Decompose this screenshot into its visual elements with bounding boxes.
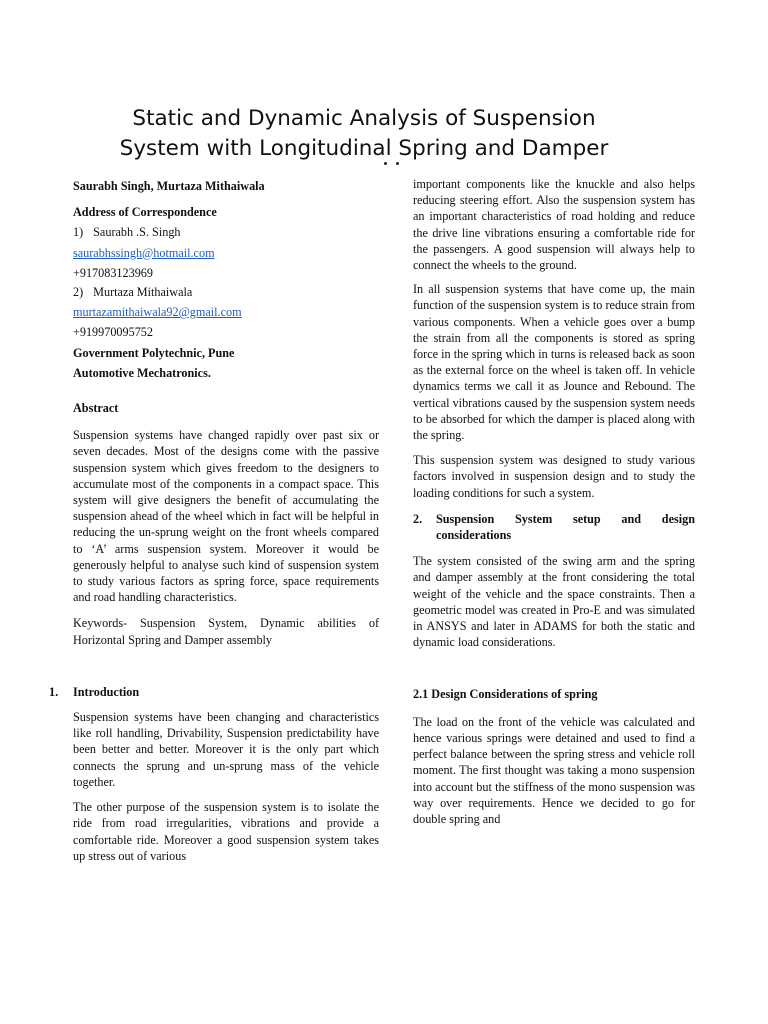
section-2-heading-text: Suspension System setup and design considerations: [436, 511, 695, 543]
title-line-2: System with Longitudinal Spring and Damper: [119, 136, 609, 161]
paper-title: [60, 104, 668, 164]
keywords: Keywords- Suspension System, Dynamic abilities of Horizontal Spring and Damper assembly: [73, 616, 379, 647]
abstract-heading: Abstract: [73, 401, 119, 416]
address-heading: Address of Correspondence: [73, 205, 217, 220]
intro-paragraph-1: Suspension systems have been changing and characteristics like roll handling, Drivability, Suspension predictability have been better and better. Moreover it is the only part which connects the sprung and un-sprung mass of the vehicle together.: [73, 710, 379, 789]
section-2-number: 2.: [413, 511, 423, 526]
contact-2-name: [73, 284, 379, 300]
institution: Government Polytechnic, Pune: [73, 345, 235, 360]
contact-1-name: [73, 224, 379, 240]
authors: Saurabh Singh, Murtaza Mithaiwala: [73, 179, 265, 193]
section-2-heading: [413, 511, 695, 543]
title-line-1: Static and Dynamic Analysis of Suspension: [132, 106, 596, 131]
contact-1-name-text: Saurabh .S. Singh: [93, 225, 181, 240]
abstract-text: Suspension systems have changed rapidly over past six or seven decades. Most of the designs come with the passive suspension system which gives freedom to the designers to accumulate most of the components in a compact space. This system will give designers the benefit of accumulating the suspension ahead of the wheel which in fact will be helpful in reducing the un-sprung weight on the front wheels compared to ‘A’ arms suspension system. Moreover it would be generously helpful to analyse such kind of suspension system to study various factors as spring force, space requirements and road handling characteristics.: [73, 428, 379, 605]
contact-1-phone: +917083123969: [73, 265, 153, 280]
intro-number: 1.: [49, 684, 59, 699]
contact-2-number: 2): [73, 285, 84, 300]
right-paragraph-4: The system consisted of the swing arm and the spring and damper assembly at the front considering the total weight of the vehicle and the space constraints. Then a geometric model was created in Pro-E and was simulated in ANSYS and later in ADAMS for both the static and dynamic load considerations.: [413, 554, 695, 650]
department: Automotive Mechatronics.: [73, 365, 211, 380]
left-column: [49, 178, 379, 864]
right-paragraph-1: important components like the knuckle and also helps reducing steering effort. Also the suspension system has an important characteristics of road holding and reduce the drive line vibrations ensuring a comfortable ride for the passengers. A good suspension will always help to connect the wheels to the ground.: [413, 177, 695, 273]
contact-1-number: 1): [73, 225, 84, 240]
contact-1-email-link[interactable]: saurabhssingh@hotmail.com: [73, 245, 215, 260]
intro-heading-text: Introduction: [73, 684, 140, 699]
contact-2-name-text: Murtaza Mithaiwala: [93, 285, 193, 300]
right-paragraph-3: This suspension system was designed to study various factors involved in suspension design and to study the loading conditions for such a system.: [413, 453, 695, 500]
contact-2-email-link[interactable]: murtazamithaiwala92@gmail.com: [73, 305, 242, 320]
right-column: [413, 176, 695, 827]
intro-paragraph-2: The other purpose of the suspension system is to isolate the ride from road irregularities, vibrations and provide a comfortable ride. Moreover a good suspension system takes up stress out of various: [73, 800, 379, 863]
intro-heading: [49, 684, 379, 700]
contact-2-phone: +919970095752: [73, 325, 153, 340]
right-paragraph-2: In all suspension systems that have come up, the main function of the suspension system is to reduce strain from various components. When a vehicle goes over a bump the strain from all the components is stored as spring force in the spring which in turns is released back as soon as the external force on the wheel is taken off. In vehicle dynamics terms we call it as Jounce and Rebound. The vertical vibrations caused by the suspension system needs to be absorbed for which the damper is placed along with the spring.: [413, 282, 695, 443]
title-overflow-marks: [380, 160, 404, 166]
section-2-1-heading: 2.1 Design Considerations of spring: [413, 687, 598, 702]
right-paragraph-5: The load on the front of the vehicle was calculated and hence various springs were detained and used to find a perfect balance between the spring stress and vehicle roll moment. The first thought was taking a mono suspension into account but the stiffness of the mono suspension was way over requirements. Hence we decided to go for double spring and: [413, 714, 695, 826]
